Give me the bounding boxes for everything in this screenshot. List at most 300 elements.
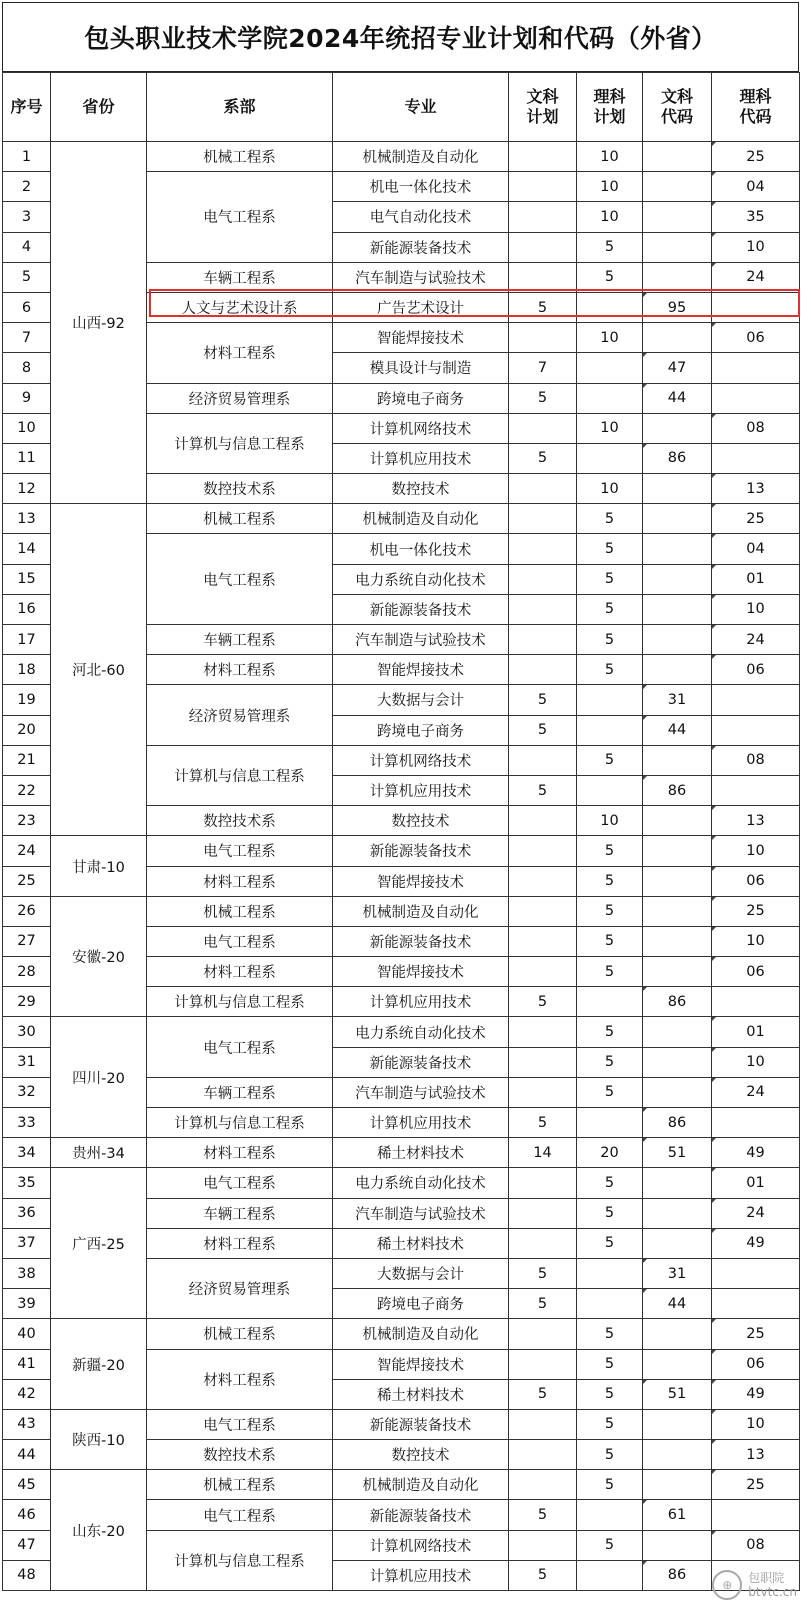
- col-header-index: 序号: [3, 73, 51, 142]
- arts-plan-cell: 5: [509, 1379, 577, 1409]
- science-plan-cell: 10: [577, 172, 643, 202]
- science-plan-cell: 5: [577, 1440, 643, 1470]
- arts-code-cell: [643, 202, 712, 232]
- major-cell: 广告艺术设计: [333, 292, 509, 322]
- col-header-science-code: 理科 代码: [712, 73, 800, 142]
- science-code-cell: 10: [712, 232, 800, 262]
- major-cell: 计算机网络技术: [333, 745, 509, 775]
- department-cell: 机械工程系: [147, 142, 333, 172]
- science-code-cell: [712, 383, 800, 413]
- science-code-cell: 25: [712, 1319, 800, 1349]
- arts-plan-cell: [509, 474, 577, 504]
- arts-code-cell: [643, 1168, 712, 1198]
- row-index: 15: [3, 564, 51, 594]
- arts-plan-cell: [509, 1470, 577, 1500]
- row-index: 14: [3, 534, 51, 564]
- arts-code-cell: [643, 1440, 712, 1470]
- major-cell: 电气自动化技术: [333, 202, 509, 232]
- science-plan-cell: [577, 685, 643, 715]
- science-plan-cell: [577, 775, 643, 805]
- row-index: 11: [3, 443, 51, 473]
- arts-code-cell: [643, 745, 712, 775]
- major-cell: 机电一体化技术: [333, 172, 509, 202]
- major-cell: 智能焊接技术: [333, 866, 509, 896]
- arts-code-cell: [643, 866, 712, 896]
- department-cell: 经济贸易管理系: [147, 1258, 333, 1318]
- province-cell: 四川-20: [51, 1017, 147, 1138]
- arts-plan-cell: 5: [509, 987, 577, 1017]
- major-cell: 机械制造及自动化: [333, 504, 509, 534]
- arts-code-cell: [643, 625, 712, 655]
- science-code-cell: 01: [712, 1168, 800, 1198]
- arts-plan-cell: [509, 564, 577, 594]
- science-code-cell: 49: [712, 1379, 800, 1409]
- arts-plan-cell: [509, 504, 577, 534]
- row-index: 38: [3, 1258, 51, 1288]
- science-plan-cell: 5: [577, 926, 643, 956]
- row-index: 37: [3, 1228, 51, 1258]
- arts-code-cell: 95: [643, 292, 712, 322]
- science-code-cell: 10: [712, 594, 800, 624]
- major-cell: 机械制造及自动化: [333, 896, 509, 926]
- department-cell: 材料工程系: [147, 1228, 333, 1258]
- science-code-cell: [712, 1289, 800, 1319]
- table-row: [3, 1319, 800, 1349]
- major-cell: 汽车制造与试验技术: [333, 1198, 509, 1228]
- major-cell: 新能源装备技术: [333, 926, 509, 956]
- row-index: 35: [3, 1168, 51, 1198]
- science-plan-cell: 5: [577, 262, 643, 292]
- major-cell: 新能源装备技术: [333, 232, 509, 262]
- arts-code-cell: 31: [643, 685, 712, 715]
- major-cell: 稀土材料技术: [333, 1138, 509, 1168]
- arts-plan-cell: 5: [509, 775, 577, 805]
- science-code-cell: 01: [712, 564, 800, 594]
- arts-code-cell: 44: [643, 383, 712, 413]
- row-index: 31: [3, 1047, 51, 1077]
- science-plan-cell: 5: [577, 1228, 643, 1258]
- department-cell: 材料工程系: [147, 323, 333, 383]
- major-cell: 新能源装备技术: [333, 1409, 509, 1439]
- science-plan-cell: [577, 1108, 643, 1138]
- science-plan-cell: 5: [577, 1530, 643, 1560]
- arts-code-cell: [643, 896, 712, 926]
- science-plan-cell: 5: [577, 1077, 643, 1107]
- major-cell: 智能焊接技术: [333, 1349, 509, 1379]
- department-cell: 计算机与信息工程系: [147, 745, 333, 805]
- science-code-cell: 04: [712, 534, 800, 564]
- row-index: 34: [3, 1138, 51, 1168]
- science-plan-cell: 5: [577, 745, 643, 775]
- science-code-cell: 10: [712, 1047, 800, 1077]
- major-cell: 数控技术: [333, 1440, 509, 1470]
- arts-code-cell: [643, 474, 712, 504]
- row-index: 16: [3, 594, 51, 624]
- arts-code-cell: [643, 564, 712, 594]
- science-plan-cell: [577, 443, 643, 473]
- department-cell: 数控技术系: [147, 1440, 333, 1470]
- arts-plan-cell: 5: [509, 715, 577, 745]
- department-cell: 电气工程系: [147, 1168, 333, 1198]
- row-index: 30: [3, 1017, 51, 1047]
- science-code-cell: 24: [712, 1077, 800, 1107]
- arts-code-cell: [643, 594, 712, 624]
- arts-plan-cell: [509, 1319, 577, 1349]
- arts-plan-cell: 5: [509, 443, 577, 473]
- row-index: 32: [3, 1077, 51, 1107]
- arts-code-cell: [643, 504, 712, 534]
- department-cell: 材料工程系: [147, 1349, 333, 1409]
- major-cell: 机械制造及自动化: [333, 1319, 509, 1349]
- department-cell: 计算机与信息工程系: [147, 1108, 333, 1138]
- science-plan-cell: [577, 383, 643, 413]
- row-index: 44: [3, 1440, 51, 1470]
- science-code-cell: [712, 987, 800, 1017]
- arts-plan-cell: [509, 806, 577, 836]
- arts-plan-cell: [509, 1228, 577, 1258]
- science-code-cell: 08: [712, 1530, 800, 1560]
- science-plan-cell: 5: [577, 1047, 643, 1077]
- science-plan-cell: 10: [577, 142, 643, 172]
- province-cell: 陕西-10: [51, 1409, 147, 1469]
- row-index: 33: [3, 1108, 51, 1138]
- science-code-cell: 08: [712, 745, 800, 775]
- science-plan-cell: 5: [577, 1379, 643, 1409]
- arts-plan-cell: [509, 142, 577, 172]
- watermark-text: 包职院: [748, 1571, 785, 1585]
- major-cell: 大数据与会计: [333, 1258, 509, 1288]
- table-row: [3, 142, 800, 172]
- school-logo-icon: ⊕: [712, 1570, 742, 1600]
- row-index: 25: [3, 866, 51, 896]
- province-cell: 甘肃-10: [51, 836, 147, 896]
- major-cell: 跨境电子商务: [333, 715, 509, 745]
- department-cell: 电气工程系: [147, 534, 333, 625]
- arts-code-cell: [643, 142, 712, 172]
- major-cell: 数控技术: [333, 474, 509, 504]
- department-cell: 经济贸易管理系: [147, 383, 333, 413]
- major-cell: 智能焊接技术: [333, 957, 509, 987]
- col-header-major: 专业: [333, 73, 509, 142]
- arts-code-cell: [643, 1198, 712, 1228]
- arts-plan-cell: 5: [509, 1258, 577, 1288]
- department-cell: 电气工程系: [147, 836, 333, 866]
- table-row: [3, 1017, 800, 1047]
- arts-plan-cell: [509, 1440, 577, 1470]
- major-cell: 汽车制造与试验技术: [333, 625, 509, 655]
- major-cell: 机械制造及自动化: [333, 142, 509, 172]
- department-cell: 车辆工程系: [147, 1198, 333, 1228]
- department-cell: 机械工程系: [147, 1319, 333, 1349]
- science-plan-cell: 5: [577, 1168, 643, 1198]
- major-cell: 汽车制造与试验技术: [333, 262, 509, 292]
- arts-code-cell: 44: [643, 1289, 712, 1319]
- major-cell: 计算机应用技术: [333, 987, 509, 1017]
- science-plan-cell: [577, 353, 643, 383]
- science-code-cell: [712, 685, 800, 715]
- arts-plan-cell: [509, 172, 577, 202]
- arts-code-cell: [643, 172, 712, 202]
- science-plan-cell: 5: [577, 957, 643, 987]
- science-plan-cell: 10: [577, 323, 643, 353]
- science-code-cell: 10: [712, 926, 800, 956]
- row-index: 40: [3, 1319, 51, 1349]
- major-cell: 跨境电子商务: [333, 383, 509, 413]
- arts-code-cell: 86: [643, 443, 712, 473]
- row-index: 43: [3, 1409, 51, 1439]
- science-plan-cell: 5: [577, 1319, 643, 1349]
- science-code-cell: 08: [712, 413, 800, 443]
- row-index: 13: [3, 504, 51, 534]
- row-index: 41: [3, 1349, 51, 1379]
- science-plan-cell: 5: [577, 1349, 643, 1379]
- department-cell: 机械工程系: [147, 1470, 333, 1500]
- science-code-cell: 13: [712, 806, 800, 836]
- science-code-cell: 49: [712, 1138, 800, 1168]
- row-index: 20: [3, 715, 51, 745]
- department-cell: 电气工程系: [147, 1409, 333, 1439]
- arts-code-cell: 31: [643, 1258, 712, 1288]
- major-cell: 大数据与会计: [333, 685, 509, 715]
- major-cell: 计算机网络技术: [333, 413, 509, 443]
- row-index: 5: [3, 262, 51, 292]
- department-cell: 计算机与信息工程系: [147, 413, 333, 473]
- science-code-cell: 49: [712, 1228, 800, 1258]
- major-cell: 新能源装备技术: [333, 594, 509, 624]
- row-index: 4: [3, 232, 51, 262]
- row-index: 7: [3, 323, 51, 353]
- province-cell: 安徽-20: [51, 896, 147, 1017]
- science-plan-cell: [577, 1560, 643, 1590]
- arts-plan-cell: [509, 594, 577, 624]
- table-row: [3, 1138, 800, 1168]
- arts-code-cell: 44: [643, 715, 712, 745]
- department-cell: 材料工程系: [147, 957, 333, 987]
- row-index: 45: [3, 1470, 51, 1500]
- row-index: 46: [3, 1500, 51, 1530]
- science-plan-cell: 5: [577, 564, 643, 594]
- arts-code-cell: [643, 323, 712, 353]
- province-cell: 河北-60: [51, 504, 147, 836]
- row-index: 29: [3, 987, 51, 1017]
- arts-code-cell: [643, 957, 712, 987]
- row-index: 39: [3, 1289, 51, 1319]
- arts-plan-cell: [509, 1198, 577, 1228]
- arts-plan-cell: [509, 655, 577, 685]
- science-plan-cell: 20: [577, 1138, 643, 1168]
- major-cell: 新能源装备技术: [333, 1500, 509, 1530]
- department-cell: 经济贸易管理系: [147, 685, 333, 745]
- arts-plan-cell: [509, 1349, 577, 1379]
- science-code-cell: [712, 1500, 800, 1530]
- arts-code-cell: [643, 926, 712, 956]
- arts-plan-cell: 5: [509, 1560, 577, 1590]
- table-row: [3, 1409, 800, 1439]
- arts-code-cell: [643, 1530, 712, 1560]
- science-code-cell: [712, 292, 800, 322]
- table-row: [3, 836, 800, 866]
- department-cell: 车辆工程系: [147, 625, 333, 655]
- arts-plan-cell: 14: [509, 1138, 577, 1168]
- row-index: 2: [3, 172, 51, 202]
- arts-plan-cell: [509, 202, 577, 232]
- province-cell: 山东-20: [51, 1470, 147, 1591]
- arts-plan-cell: [509, 625, 577, 655]
- science-plan-cell: 5: [577, 655, 643, 685]
- arts-plan-cell: 5: [509, 1108, 577, 1138]
- science-plan-cell: 5: [577, 1409, 643, 1439]
- row-index: 42: [3, 1379, 51, 1409]
- arts-code-cell: [643, 655, 712, 685]
- arts-code-cell: [643, 836, 712, 866]
- science-code-cell: 13: [712, 474, 800, 504]
- arts-code-cell: 61: [643, 1500, 712, 1530]
- arts-plan-cell: [509, 957, 577, 987]
- science-code-cell: 25: [712, 896, 800, 926]
- row-index: 9: [3, 383, 51, 413]
- major-cell: 模具设计与制造: [333, 353, 509, 383]
- science-code-cell: 10: [712, 1409, 800, 1439]
- arts-plan-cell: 7: [509, 353, 577, 383]
- arts-code-cell: [643, 1319, 712, 1349]
- department-cell: 材料工程系: [147, 866, 333, 896]
- science-code-cell: [712, 775, 800, 805]
- science-code-cell: 13: [712, 1440, 800, 1470]
- department-cell: 材料工程系: [147, 655, 333, 685]
- science-plan-cell: 5: [577, 534, 643, 564]
- arts-plan-cell: [509, 926, 577, 956]
- page-title: 包头职业技术学院2024年统招专业计划和代码（外省）: [2, 2, 799, 72]
- science-plan-cell: [577, 1258, 643, 1288]
- arts-plan-cell: [509, 262, 577, 292]
- science-code-cell: [712, 443, 800, 473]
- arts-code-cell: [643, 1409, 712, 1439]
- row-index: 3: [3, 202, 51, 232]
- major-cell: 稀土材料技术: [333, 1379, 509, 1409]
- science-code-cell: 10: [712, 836, 800, 866]
- arts-code-cell: [643, 232, 712, 262]
- major-cell: 新能源装备技术: [333, 1047, 509, 1077]
- science-plan-cell: 5: [577, 594, 643, 624]
- department-cell: 人文与艺术设计系: [147, 292, 333, 322]
- table-row: [3, 1168, 800, 1198]
- row-index: 10: [3, 413, 51, 443]
- arts-plan-cell: 5: [509, 685, 577, 715]
- science-plan-cell: 5: [577, 896, 643, 926]
- plan-table: [2, 72, 800, 1591]
- arts-code-cell: [643, 1228, 712, 1258]
- department-cell: 计算机与信息工程系: [147, 1530, 333, 1590]
- arts-code-cell: [643, 1470, 712, 1500]
- science-plan-cell: 10: [577, 474, 643, 504]
- row-index: 47: [3, 1530, 51, 1560]
- watermark-url: btvtc.cn: [748, 1585, 797, 1599]
- arts-plan-cell: [509, 1077, 577, 1107]
- arts-code-cell: [643, 806, 712, 836]
- arts-code-cell: 51: [643, 1379, 712, 1409]
- science-code-cell: 25: [712, 142, 800, 172]
- arts-plan-cell: 5: [509, 383, 577, 413]
- arts-plan-cell: [509, 866, 577, 896]
- row-index: 27: [3, 926, 51, 956]
- arts-code-cell: 86: [643, 775, 712, 805]
- science-plan-cell: 5: [577, 1198, 643, 1228]
- science-plan-cell: [577, 1289, 643, 1319]
- row-index: 48: [3, 1560, 51, 1590]
- arts-plan-cell: [509, 413, 577, 443]
- science-plan-cell: 5: [577, 1017, 643, 1047]
- department-cell: 机械工程系: [147, 896, 333, 926]
- arts-plan-cell: [509, 836, 577, 866]
- department-cell: 机械工程系: [147, 504, 333, 534]
- major-cell: 计算机网络技术: [333, 1530, 509, 1560]
- science-code-cell: 35: [712, 202, 800, 232]
- major-cell: 新能源装备技术: [333, 836, 509, 866]
- science-code-cell: 06: [712, 323, 800, 353]
- science-plan-cell: [577, 715, 643, 745]
- science-code-cell: 25: [712, 504, 800, 534]
- row-index: 26: [3, 896, 51, 926]
- arts-plan-cell: [509, 1047, 577, 1077]
- science-plan-cell: 10: [577, 413, 643, 443]
- science-plan-cell: 5: [577, 625, 643, 655]
- science-code-cell: [712, 1108, 800, 1138]
- major-cell: 数控技术: [333, 806, 509, 836]
- table-row: [3, 504, 800, 534]
- department-cell: 材料工程系: [147, 1138, 333, 1168]
- science-code-cell: 01: [712, 1017, 800, 1047]
- col-header-arts-code: 文科 代码: [643, 73, 712, 142]
- department-cell: 计算机与信息工程系: [147, 987, 333, 1017]
- science-code-cell: [712, 1258, 800, 1288]
- arts-plan-cell: 5: [509, 1500, 577, 1530]
- science-plan-cell: 5: [577, 504, 643, 534]
- department-cell: 电气工程系: [147, 1500, 333, 1530]
- arts-plan-cell: [509, 1530, 577, 1560]
- science-plan-cell: 5: [577, 232, 643, 262]
- arts-plan-cell: [509, 745, 577, 775]
- arts-plan-cell: [509, 896, 577, 926]
- col-header-department: 系部: [147, 73, 333, 142]
- science-plan-cell: 5: [577, 836, 643, 866]
- department-cell: 车辆工程系: [147, 262, 333, 292]
- arts-code-cell: 86: [643, 987, 712, 1017]
- arts-plan-cell: [509, 1017, 577, 1047]
- science-plan-cell: [577, 292, 643, 322]
- row-index: 22: [3, 775, 51, 805]
- province-cell: 山西-92: [51, 142, 147, 504]
- major-cell: 计算机应用技术: [333, 775, 509, 805]
- major-cell: 计算机应用技术: [333, 1560, 509, 1590]
- row-index: 28: [3, 957, 51, 987]
- arts-plan-cell: [509, 1168, 577, 1198]
- science-plan-cell: [577, 1500, 643, 1530]
- science-code-cell: 04: [712, 172, 800, 202]
- science-code-cell: 06: [712, 655, 800, 685]
- major-cell: 计算机应用技术: [333, 443, 509, 473]
- department-cell: 数控技术系: [147, 474, 333, 504]
- row-index: 1: [3, 142, 51, 172]
- science-plan-cell: 5: [577, 866, 643, 896]
- arts-code-cell: [643, 262, 712, 292]
- major-cell: 机电一体化技术: [333, 534, 509, 564]
- row-index: 23: [3, 806, 51, 836]
- arts-code-cell: [643, 413, 712, 443]
- science-code-cell: 06: [712, 866, 800, 896]
- row-index: 18: [3, 655, 51, 685]
- table-row: [3, 896, 800, 926]
- major-cell: 智能焊接技术: [333, 323, 509, 353]
